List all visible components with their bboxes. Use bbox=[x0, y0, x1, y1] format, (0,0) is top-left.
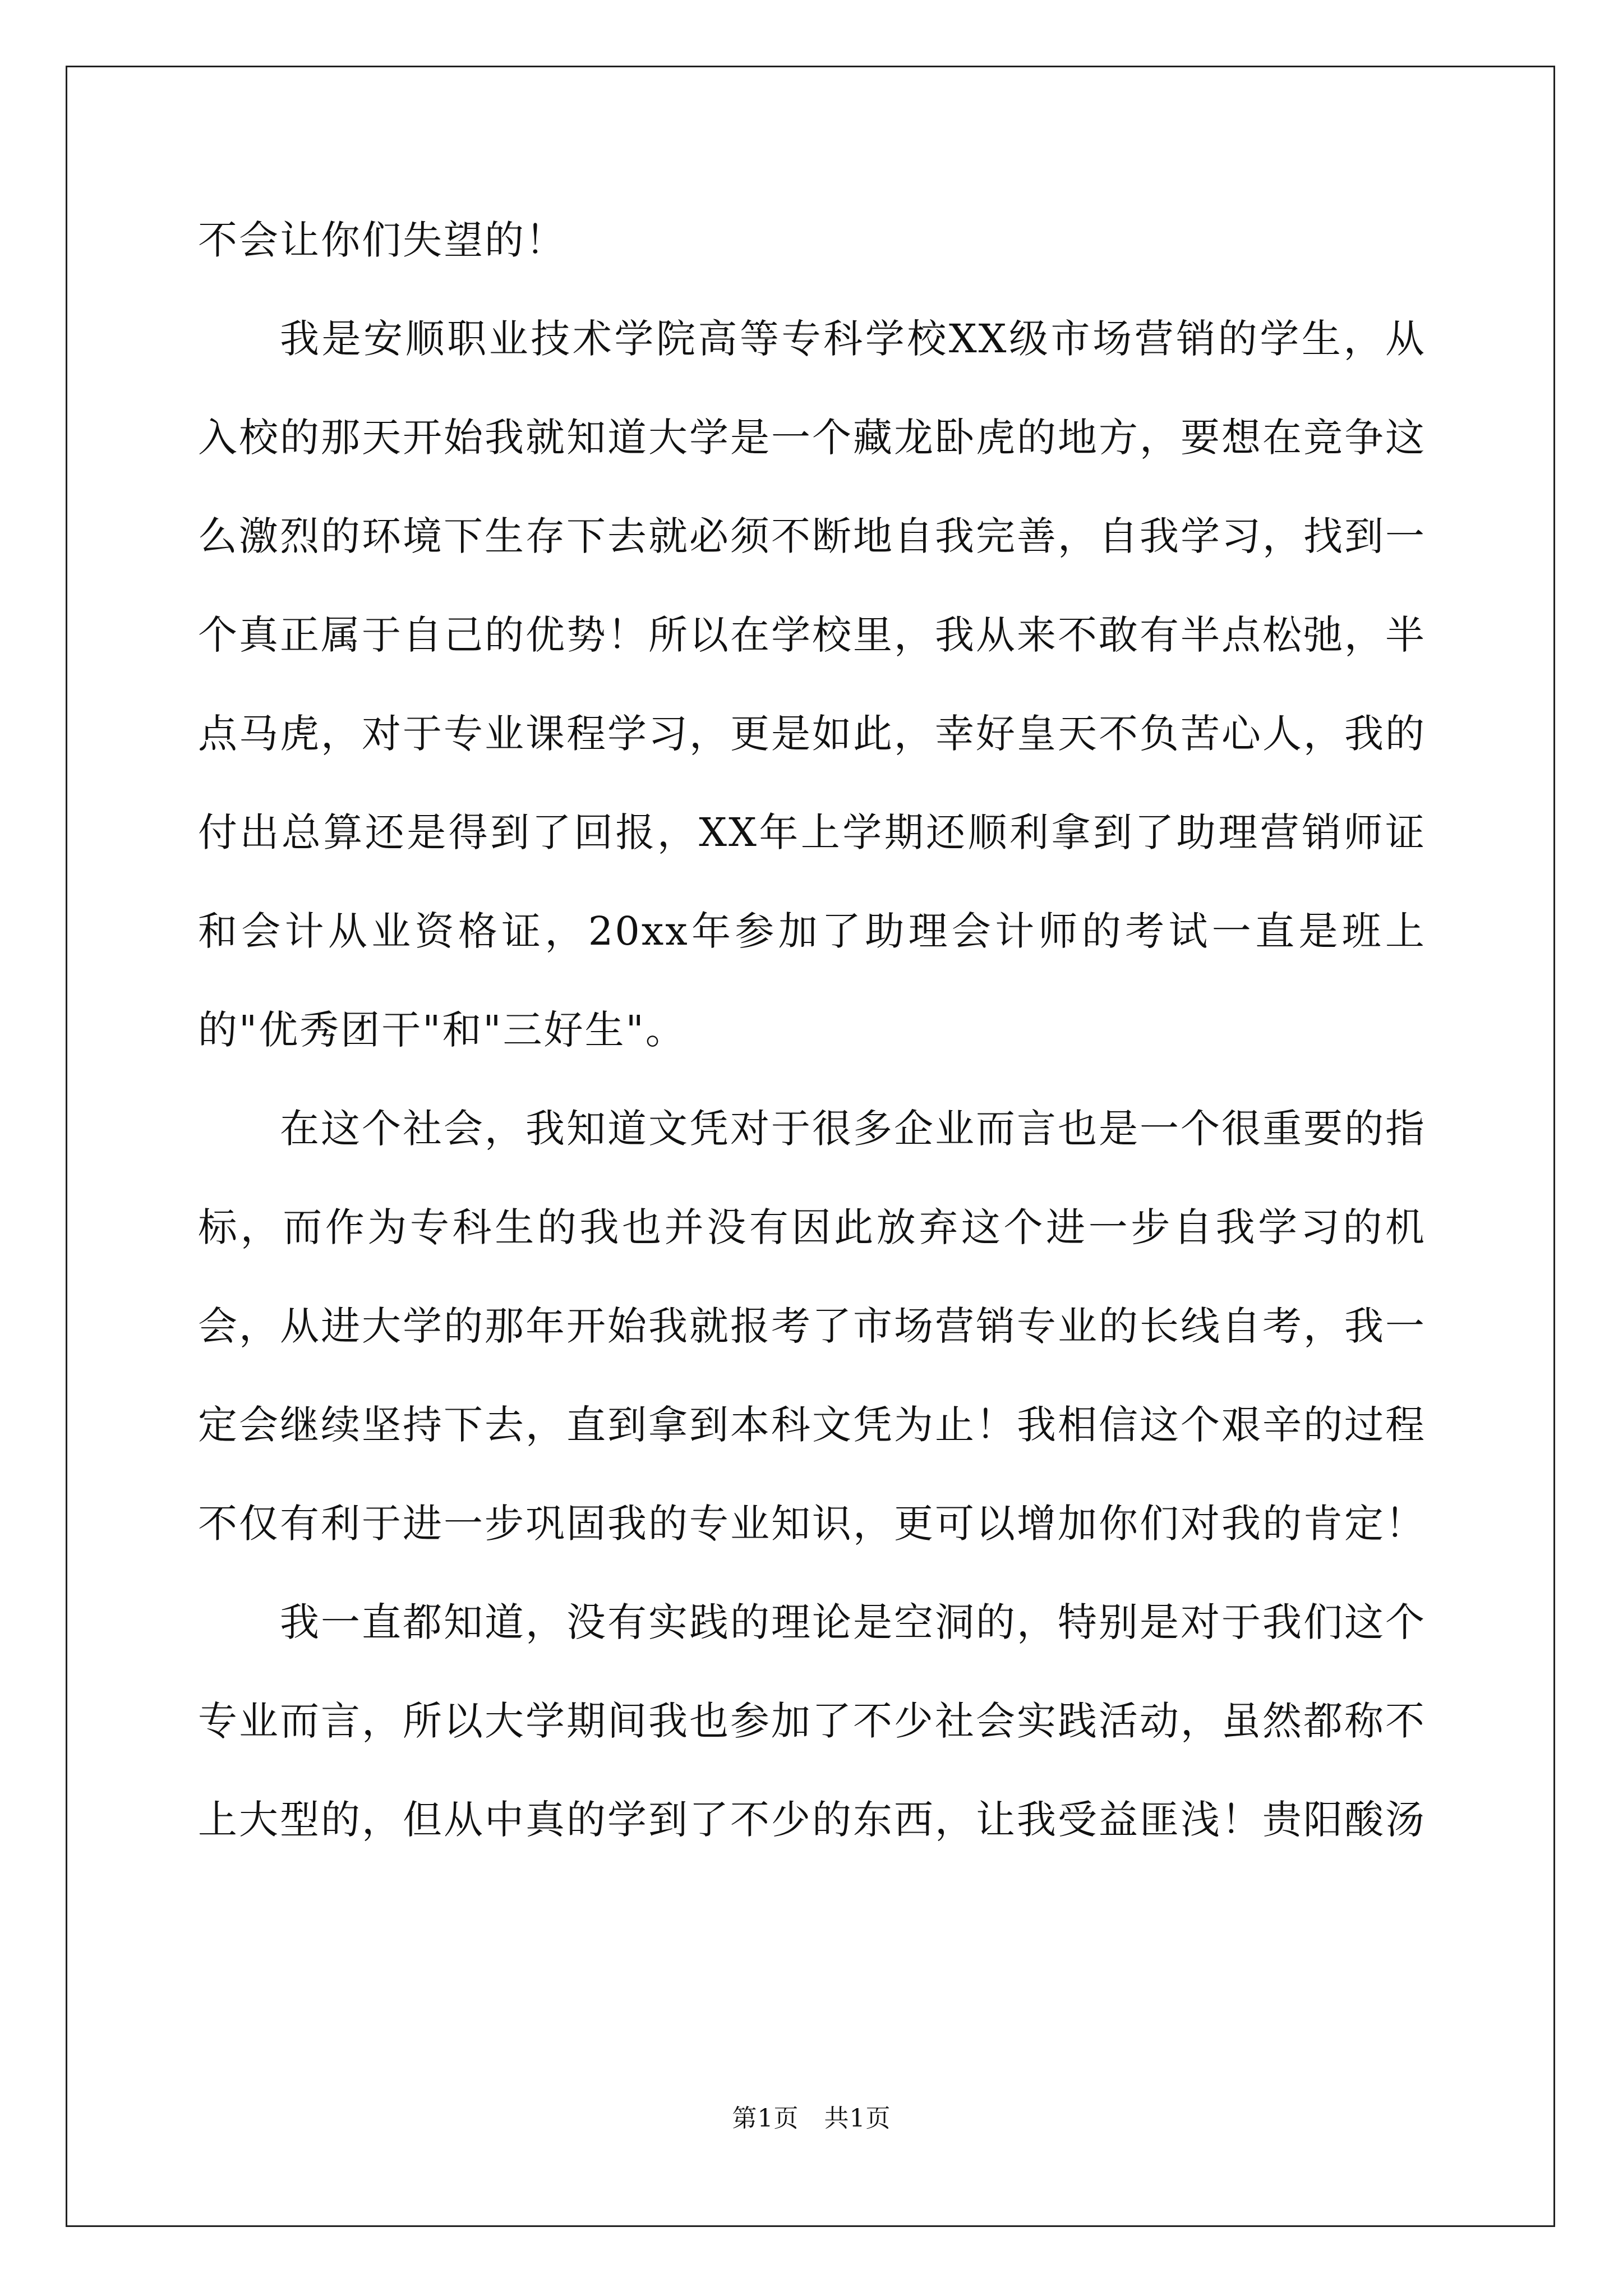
paragraph-4: 我一直都知道，没有实践的理论是空洞的，特别是对于我们这个专业而言，所以大学期间我也参加了不少社会实践活动，虽然都称不上大型的，但从中真的学到了不少的东西，让我受益匪浅！贵阳酸汤 bbox=[198, 1599, 1426, 1843]
page-number-footer: 第1页 共1页 bbox=[732, 2104, 891, 2133]
document-body bbox=[198, 191, 1426, 1869]
paragraph-3: 在这个社会，我知道文凭对于很多企业而言也是一个很重要的指标，而作为专科生的我也并没有因此放弃这个进一步自我学习的机会，从进大学的那年开始我就报考了市场营销专业的长线自考，我一定会继续坚持下去，直到拿到本科文凭为止！我相信这个艰辛的过程不仅有利于进一步巩固我的专业知识，更可以增加你们对我的肯定！ bbox=[198, 1106, 1426, 1547]
paragraph-1: 不会让你们失望的！ bbox=[198, 217, 566, 263]
paragraph-2: 我是安顺职业技术学院高等专科学校XX级市场营销的学生，从入校的那天开始我就知道大学是一个藏龙卧虎的地方，要想在竞争这么激烈的环境下生存下去就必须不断地自我完善，自我学习，找到一个真正属于自己的优势！所以在学校里，我从来不敢有半点松弛，半点马虎，对于专业课程学习，更是如此，幸好皇天不负苦心人，我的付出总算还是得到了回报，XX年上学期还顺利拿到了助理营销师证和会计从业资格证，20xx年参加了助理会计师的考试一直是班上的"优秀团干"和"三好生"。 bbox=[198, 316, 1426, 1053]
